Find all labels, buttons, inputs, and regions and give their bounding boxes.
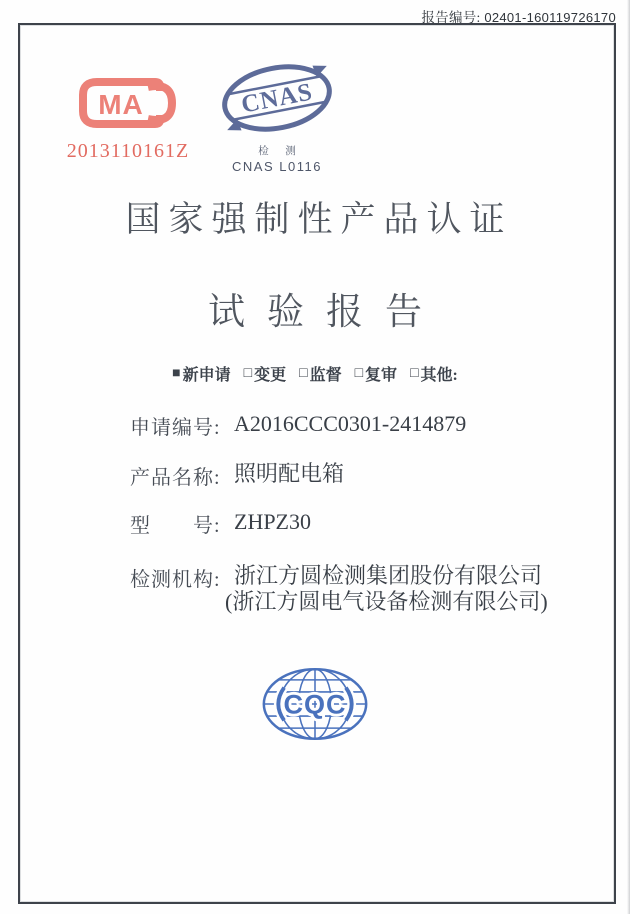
cqc-logo-icon bbox=[259, 664, 371, 744]
field-application-number bbox=[130, 411, 466, 440]
cma-logo-letters: MA bbox=[98, 89, 144, 120]
unchecked-checkbox-icon: □ bbox=[354, 365, 364, 381]
apply-type-label: 监督 bbox=[309, 367, 342, 384]
cqc-logo-letters: CQC bbox=[283, 689, 347, 720]
report-number-value: 02401-160119726170 bbox=[484, 10, 616, 25]
cnas-caption-chinese: 检 测 bbox=[258, 146, 303, 157]
unchecked-checkbox-icon: □ bbox=[243, 365, 253, 381]
apply-type-label: 变更 bbox=[254, 367, 287, 384]
field-label: 申请编号: bbox=[130, 417, 221, 439]
application-type-row bbox=[0, 362, 630, 385]
cma-logo-icon bbox=[76, 74, 180, 132]
report-number-label: 报告编号: bbox=[421, 10, 481, 25]
apply-type-supervision bbox=[299, 362, 341, 385]
field-testing-organization bbox=[130, 563, 548, 615]
field-value: ZHPZ30 bbox=[234, 509, 311, 534]
cnas-accreditation-code: CNAS L0116 bbox=[232, 159, 322, 174]
apply-type-new bbox=[172, 362, 230, 385]
field-model bbox=[130, 509, 311, 538]
checked-checkbox-icon: ■ bbox=[172, 365, 181, 381]
cnas-logo-letters: CNAS bbox=[239, 78, 316, 119]
testing-org-line2: (浙江方圆电气设备检测有限公司) bbox=[225, 589, 548, 614]
cma-logo-block bbox=[64, 74, 192, 163]
testing-org-line1: 浙江方圆检测集团股份有限公司 bbox=[234, 563, 543, 588]
apply-type-label: 新申请 bbox=[182, 367, 231, 384]
apply-type-change bbox=[244, 362, 286, 385]
field-label: 产品名称: bbox=[130, 467, 221, 489]
cnas-logo-icon bbox=[220, 60, 334, 136]
apply-type-other bbox=[410, 362, 458, 385]
field-label: 型 号: bbox=[130, 515, 221, 537]
unchecked-checkbox-icon: □ bbox=[299, 365, 308, 381]
cma-serial-number: 2013110161Z bbox=[66, 140, 190, 162]
document-title-line1: 国家强制性产品认证 bbox=[125, 200, 513, 239]
apply-type-label: 其他: bbox=[420, 367, 458, 384]
cnas-logo-block bbox=[218, 60, 336, 174]
apply-type-label: 复审 bbox=[365, 367, 398, 384]
document-title-line2: 试验报告 bbox=[208, 292, 444, 333]
field-value: 照明配电箱 bbox=[234, 461, 345, 486]
apply-type-review bbox=[355, 362, 397, 385]
cqc-logo-block bbox=[0, 664, 630, 744]
field-value bbox=[225, 563, 548, 615]
field-value: A2016CCC0301-2414879 bbox=[234, 411, 467, 436]
field-label: 检测机构: bbox=[130, 569, 221, 591]
unchecked-checkbox-icon: □ bbox=[410, 365, 419, 381]
field-product-name bbox=[130, 461, 344, 490]
